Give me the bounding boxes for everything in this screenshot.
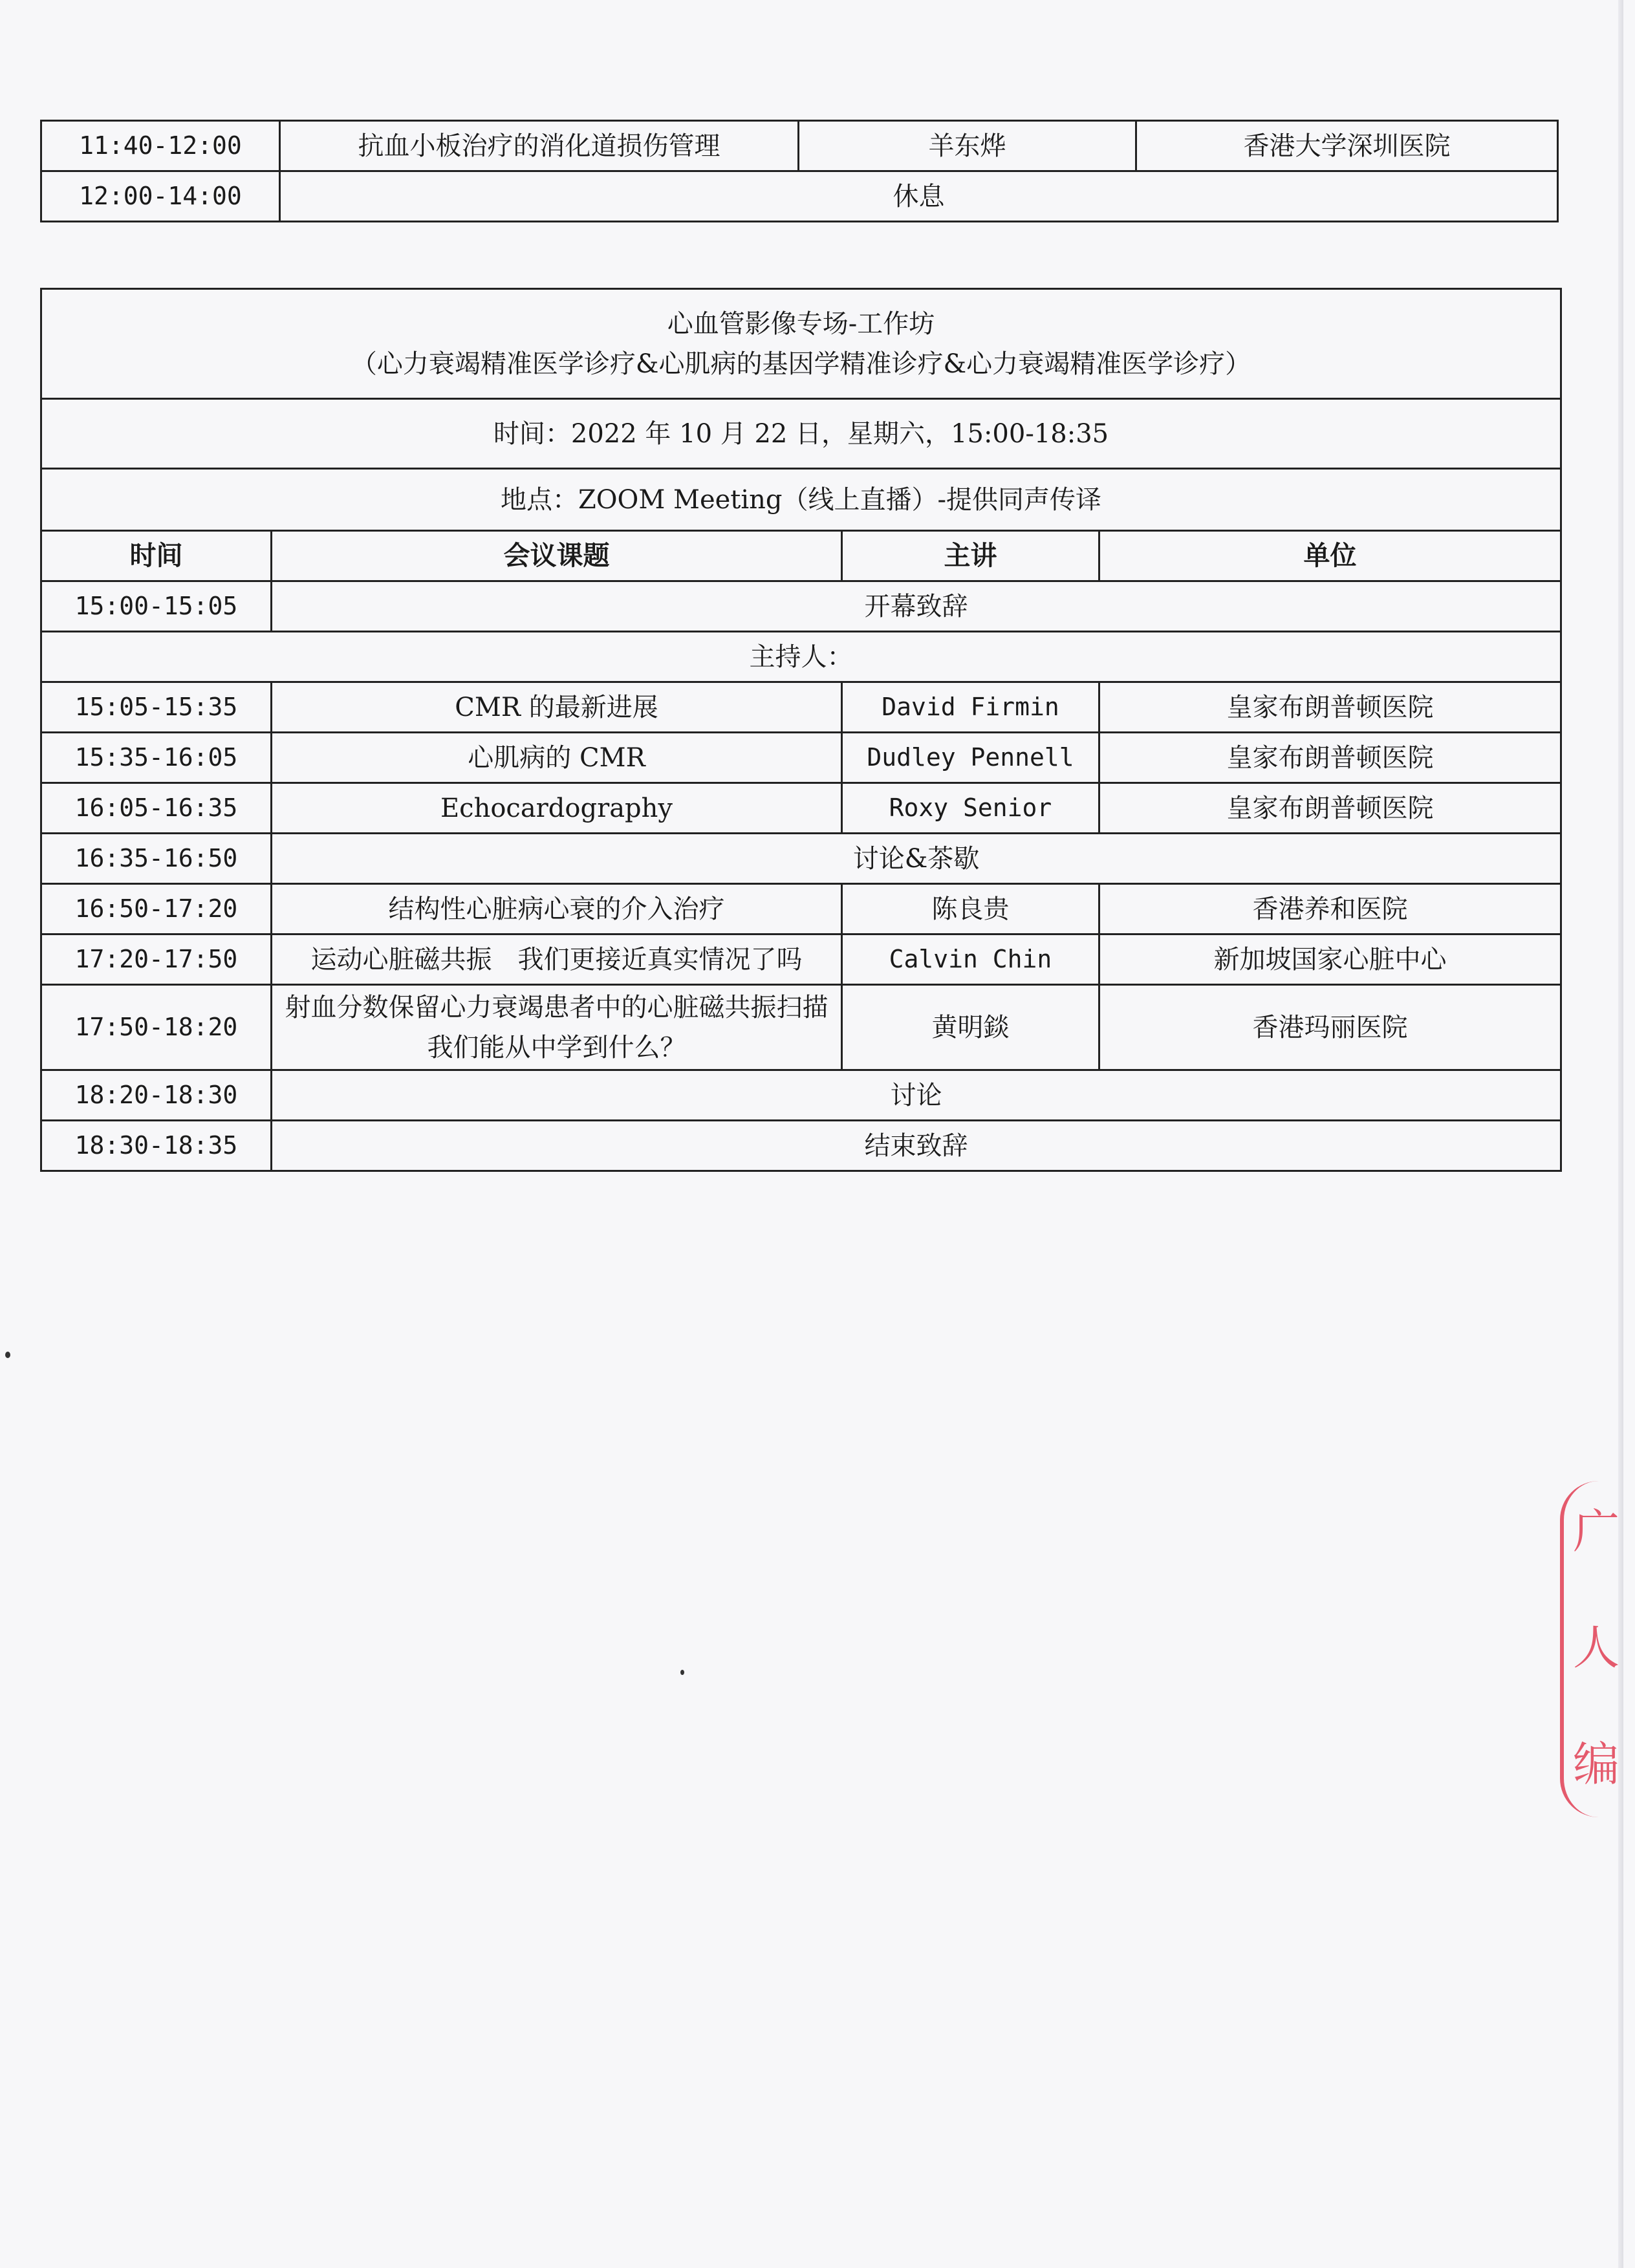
topic-cell: 射血分数保留心力衰竭患者中的心脏磁共振扫描 我们能从中学到什么？ — [272, 985, 842, 1070]
table-row — [41, 884, 1561, 934]
header-speaker: 主讲 — [842, 531, 1099, 581]
span-cell: 结束致辞 — [272, 1121, 1561, 1171]
session-title: 心血管影像专场-工作坊 — [667, 308, 935, 339]
span-cell: 讨论 — [272, 1070, 1561, 1121]
header-row — [41, 531, 1561, 581]
topic-cell: 结构性心脏病心衰的介入治疗 — [272, 884, 842, 934]
table-row — [41, 581, 1561, 632]
table-row — [41, 1121, 1561, 1171]
table-row — [41, 1070, 1561, 1121]
stamp-char: 广 — [1573, 1504, 1620, 1559]
topic-cell: CMR 的最新进展 — [272, 682, 842, 733]
topic-cell: Echocardography — [272, 783, 842, 834]
header-time: 时间 — [41, 531, 272, 581]
speaker-cell: David Firmin — [842, 682, 1099, 733]
time-cell: 12:00-14:00 — [41, 171, 280, 222]
unit-cell: 新加坡国家心脏中心 — [1099, 934, 1561, 985]
table-row — [41, 733, 1561, 783]
speaker-cell: 羊东烨 — [799, 121, 1136, 171]
time-cell: 15:00-15:05 — [41, 581, 272, 632]
topic-cell: 抗血小板治疗的消化道损伤管理 — [280, 121, 799, 171]
table-row — [41, 682, 1561, 733]
time-cell: 15:35-16:05 — [41, 733, 272, 783]
topic-cell: 运动心脏磁共振 我们更接近真实情况了吗 — [272, 934, 842, 985]
stamp-char: 人 — [1573, 1621, 1620, 1675]
time-cell: 16:05-16:35 — [41, 783, 272, 834]
unit-cell: 香港养和医院 — [1099, 884, 1561, 934]
table-row — [41, 985, 1561, 1070]
session-place: 地点：ZOOM Meeting（线上直播）-提供同声传译 — [41, 469, 1561, 531]
speaker-cell: 黄明錟 — [842, 985, 1099, 1070]
speaker-cell: Calvin Chin — [842, 934, 1099, 985]
table-row — [41, 934, 1561, 985]
time-cell: 16:50-17:20 — [41, 884, 272, 934]
span-cell: 休息 — [280, 171, 1558, 222]
session-place-row — [41, 469, 1561, 531]
unit-cell: 皇家布朗普顿医院 — [1099, 682, 1561, 733]
time-cell: 16:35-16:50 — [41, 834, 272, 884]
table-row — [41, 121, 1558, 171]
table-row — [41, 171, 1558, 222]
unit-cell: 香港玛丽医院 — [1099, 985, 1561, 1070]
table-row — [41, 783, 1561, 834]
speaker-cell: Dudley Pennell — [842, 733, 1099, 783]
topic-cell: 心肌病的 CMR — [272, 733, 842, 783]
time-cell: 11:40-12:00 — [41, 121, 280, 171]
time-cell: 18:30-18:35 — [41, 1121, 272, 1171]
red-seal-stamp — [1560, 1481, 1635, 1817]
time-cell: 17:20-17:50 — [41, 934, 272, 985]
unit-cell: 皇家布朗普顿医院 — [1099, 733, 1561, 783]
host-cell: 主持人： — [41, 632, 1561, 682]
session-schedule-table — [40, 288, 1562, 1172]
top-schedule-table — [40, 120, 1559, 222]
scan-speck — [5, 1352, 10, 1358]
stamp-char: 编 — [1573, 1737, 1620, 1791]
time-cell: 17:50-18:20 — [41, 985, 272, 1070]
unit-cell: 皇家布朗普顿医院 — [1099, 783, 1561, 834]
time-cell: 15:05-15:35 — [41, 682, 272, 733]
speaker-cell: 陈良贵 — [842, 884, 1099, 934]
session-time-row — [41, 399, 1561, 469]
header-topic: 会议课题 — [272, 531, 842, 581]
page-edge — [1618, 0, 1623, 2268]
session-title-row — [41, 289, 1561, 399]
unit-cell: 香港大学深圳医院 — [1136, 121, 1558, 171]
session-title-cell — [41, 289, 1561, 399]
speaker-cell: Roxy Senior — [842, 783, 1099, 834]
table-row — [41, 834, 1561, 884]
session-subtitle: （心力衰竭精准医学诊疗&心肌病的基因学精准诊疗&心力衰竭精准医学诊疗） — [351, 349, 1251, 379]
header-unit: 单位 — [1099, 531, 1561, 581]
time-cell: 18:20-18:30 — [41, 1070, 272, 1121]
session-time: 时间：2022 年 10 月 22 日，星期六，15:00-18:35 — [41, 399, 1561, 469]
span-cell: 讨论&茶歇 — [272, 834, 1561, 884]
table-row — [41, 632, 1561, 682]
scan-speck — [680, 1670, 684, 1675]
span-cell: 开幕致辞 — [272, 581, 1561, 632]
